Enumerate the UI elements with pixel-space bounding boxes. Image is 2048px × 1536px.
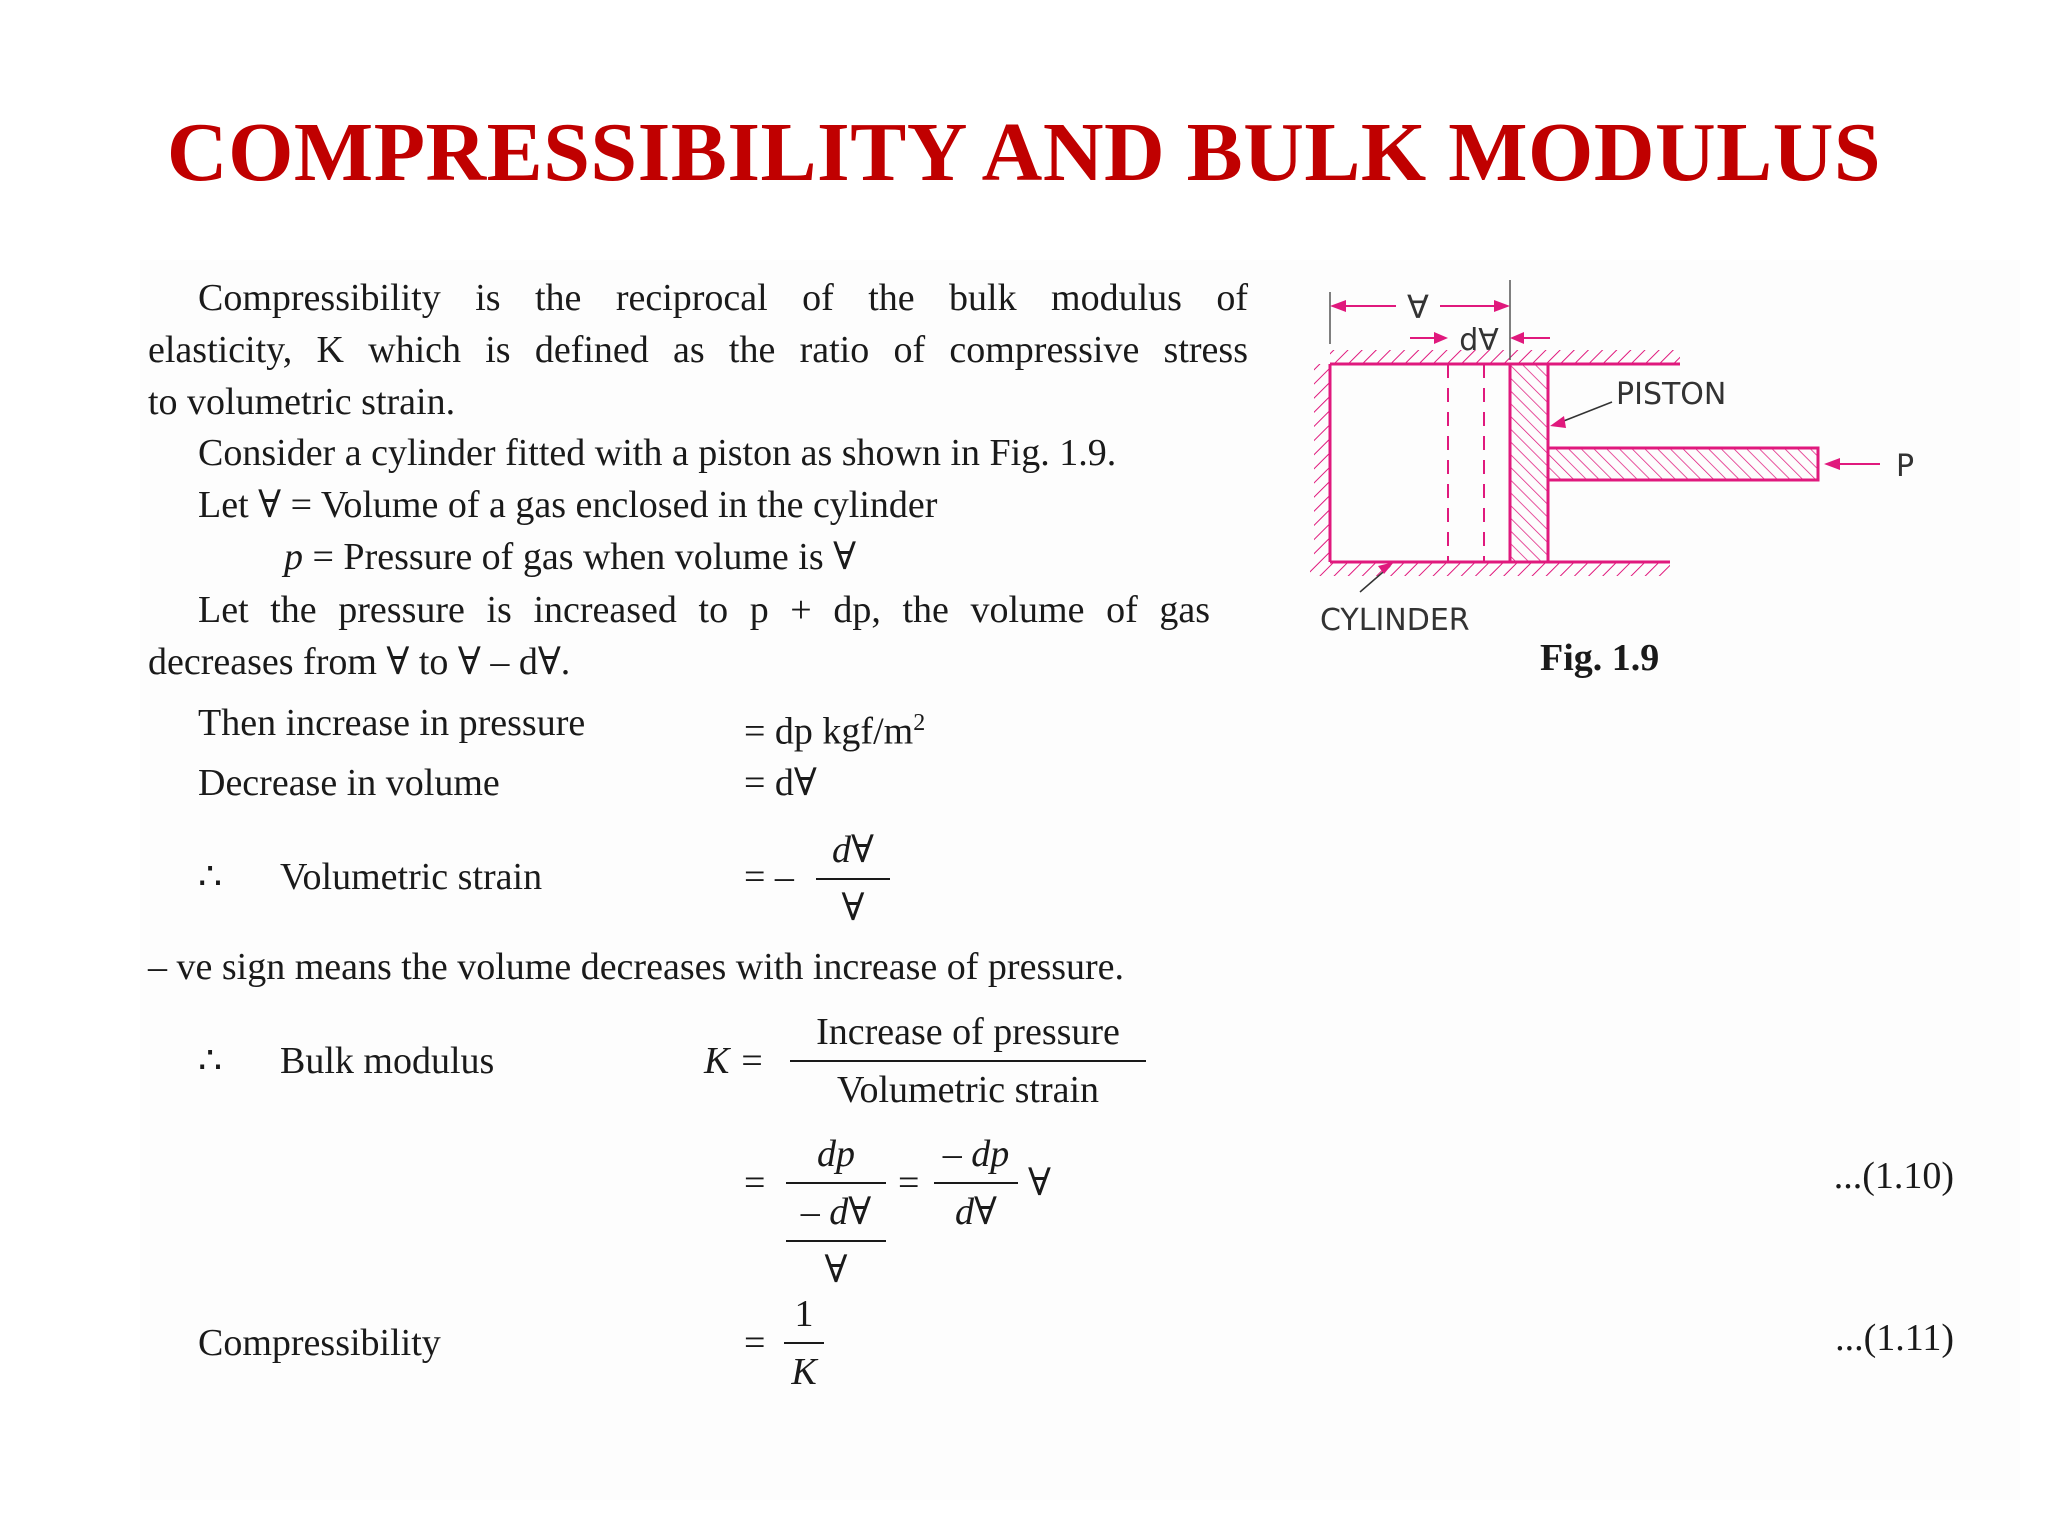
arrow-head [1510,332,1524,344]
figure-caption: Fig. 1.9 [1540,637,1660,679]
let-pressure [284,532,856,582]
superscript: 2 [913,710,926,736]
fraction-bar [934,1182,1018,1184]
paragraph-line: Compressibility is the reciprocal of the bulk modulus of [198,277,1248,319]
pressure-symbol: p [284,536,303,578]
fraction-bar [786,1182,886,1184]
arrow-head [1550,416,1566,428]
fraction-denominator: K [791,1351,817,1393]
let-pressure-text: = Pressure of gas when volume is ∀ [303,536,857,578]
let-volume: Let ∀ = Volume of a gas enclosed in the cylinder [198,484,938,526]
paragraph-increase [148,584,1210,688]
compressibility-label: Compressibility [198,1322,441,1364]
arrow-head [1824,458,1840,470]
fraction-denominator: ∀ [841,887,865,929]
therefore-symbol: ∴ [198,856,223,898]
compressibility-fraction [784,1290,824,1396]
fraction-numerator: 1 [794,1293,814,1335]
fraction-numerator: – dp [942,1133,1010,1175]
volumetric-strain-fraction [816,826,890,932]
negative-sign-note: – ve sign means the volume decreases with increase of pressure. [148,946,1125,988]
arrow-head [1494,300,1510,312]
paragraph-line: to volumetric strain. [148,381,456,423]
arrow-head [1434,332,1448,344]
piston-label: PISTON [1616,377,1727,412]
volumetric-strain-label: Volumetric strain [280,856,543,898]
arrow-head [1330,300,1346,312]
equals-sign: = [744,1162,766,1204]
cylinder-left-wall-hatch [1314,364,1330,562]
decrease-volume-label: Decrease in volume [198,762,500,804]
fraction-denominator: Volumetric strain [836,1069,1100,1111]
bulk-modulus-label: Bulk modulus [280,1040,495,1082]
fraction-denominator: d∀ [955,1191,997,1233]
fraction-numerator: d∀ [832,829,874,871]
equals-sign: = [898,1162,920,1204]
paragraph-line: Let the pressure is increased to p + dp, the volume of gas [198,589,1210,631]
volumetric-strain-equals: = – [744,856,794,898]
increase-pressure-value [744,698,925,757]
volume-label: ∀ [1407,288,1429,326]
fraction-bar [784,1342,824,1344]
force-label: P [1896,449,1915,484]
cylinder-top-wall-hatch [1330,350,1680,364]
fraction-numerator: Increase of pressure [816,1011,1120,1053]
cylinder-label: CYLINDER [1320,603,1470,638]
bulk-modulus-k: K = [704,1040,765,1082]
fraction-bar [790,1060,1146,1062]
equation-number-1-11: ...(1.11) [1835,1317,1954,1359]
slide-title: COMPRESSIBILITY AND BULK MODULUS [166,106,1882,199]
inner-numerator: – d∀ [800,1191,872,1233]
therefore-symbol: ∴ [198,1040,223,1082]
fraction-bar [816,878,890,880]
compound-fraction [786,1130,886,1294]
dp-over-dv-fraction [934,1130,1018,1236]
paragraph-consider: Consider a cylinder fitted with a piston as shown in Fig. 1.9. [198,432,1117,474]
paragraph-line: elasticity, K which is defined as the ratio of compressive stress [148,329,1248,371]
paragraph-definition [148,272,1248,428]
inner-denominator: ∀ [824,1249,848,1291]
decrease-volume-value: = d∀ [744,762,817,804]
cylinder-bottom-wall-hatch [1310,562,1670,576]
increase-pressure-expr: = dp kgf/m [744,710,914,753]
equals-sign: = [744,1322,766,1364]
increase-pressure-label: Then increase in pressure [198,702,586,744]
bulk-modulus-fraction [790,1008,1146,1114]
paragraph-line: decreases from ∀ to ∀ – d∀. [148,641,571,683]
piston-rod [1548,448,1818,480]
piston-cylinder-diagram [1300,270,1940,640]
dvolume-label: d∀ [1459,323,1499,358]
volume-multiplier: ∀ [1028,1162,1051,1204]
piston-head [1510,364,1548,562]
inner-fraction-bar [786,1240,886,1242]
fraction-numerator: dp [817,1133,855,1175]
equation-number-1-10: ...(1.10) [1833,1155,1954,1197]
